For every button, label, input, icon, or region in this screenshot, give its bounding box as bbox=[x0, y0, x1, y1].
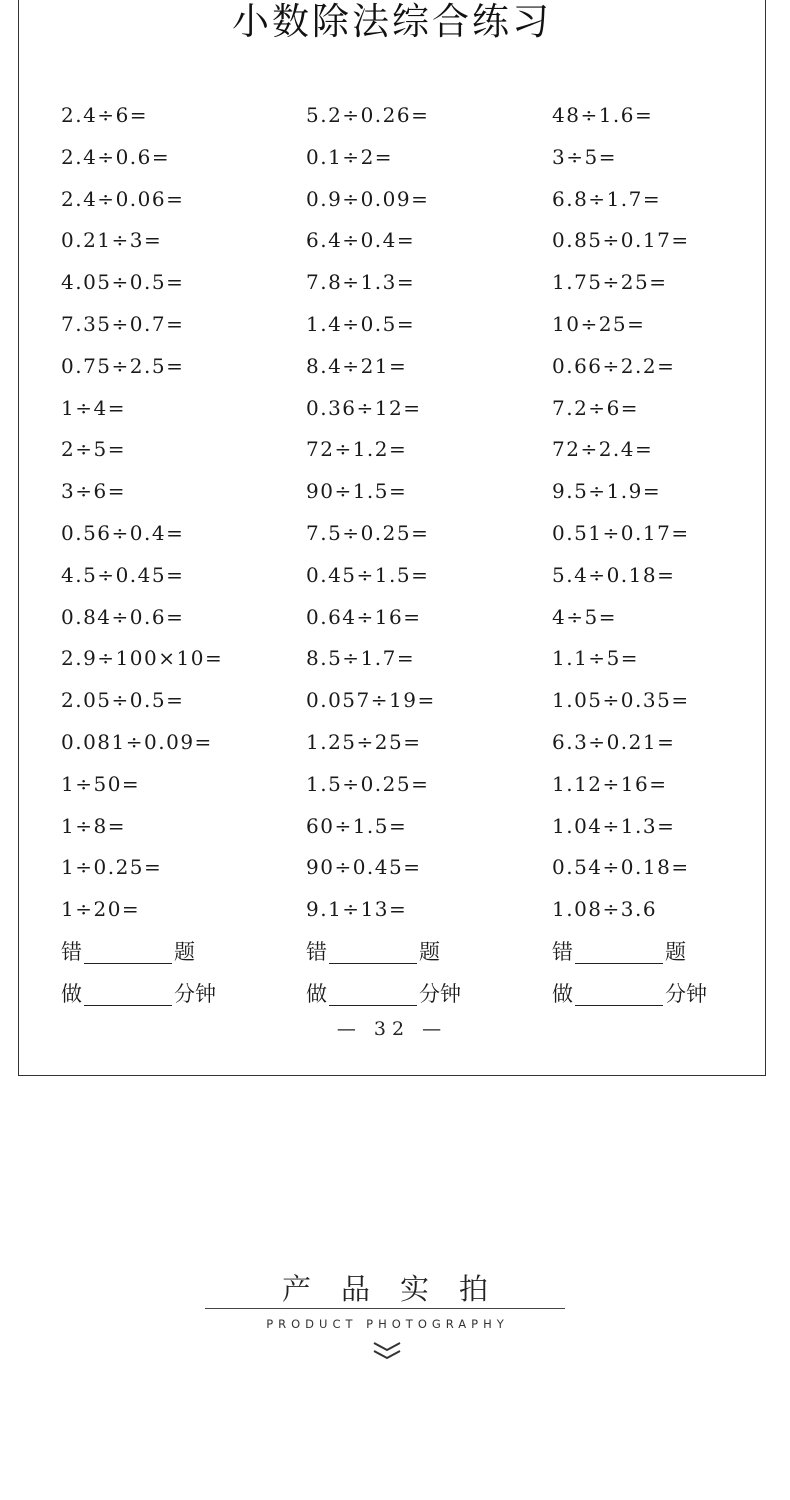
problem: 2.4÷0.06= bbox=[61, 186, 185, 211]
errors-blank[interactable] bbox=[575, 939, 663, 964]
problem: 1.5÷0.25= bbox=[306, 771, 430, 796]
errors-unit: 题 bbox=[665, 939, 686, 964]
problem: 9.1÷13= bbox=[306, 897, 408, 922]
worksheet-page bbox=[18, 0, 766, 1076]
problem: 0.45÷1.5= bbox=[306, 562, 430, 587]
problem: 0.85÷0.17= bbox=[552, 228, 690, 253]
problem: 6.8÷1.7= bbox=[552, 186, 662, 211]
time-unit: 分钟 bbox=[665, 981, 707, 1006]
errors-label: 错 bbox=[552, 939, 573, 964]
problem: 48÷1.6= bbox=[552, 103, 654, 127]
problem: 1.05÷0.35= bbox=[552, 688, 690, 713]
problem: 0.9÷0.09= bbox=[306, 186, 430, 211]
time-blank[interactable] bbox=[575, 981, 663, 1006]
problem: 90÷0.45= bbox=[306, 855, 422, 880]
problem: 10÷25= bbox=[552, 311, 646, 336]
problem: 3÷5= bbox=[552, 144, 617, 169]
problem: 1÷8= bbox=[61, 813, 126, 838]
problem: 3÷6= bbox=[61, 479, 126, 504]
problem: 0.51÷0.17= bbox=[552, 520, 690, 545]
errors-blank[interactable] bbox=[84, 939, 172, 964]
problem: 7.5÷0.25= bbox=[306, 520, 430, 545]
problem: 1.25÷25= bbox=[306, 729, 422, 754]
errors-blank[interactable] bbox=[329, 939, 417, 964]
problem-column-3 bbox=[552, 95, 707, 1015]
product-photography-subheading: PRODUCT PHOTOGRAPHY bbox=[266, 1317, 509, 1331]
problem: 8.5÷1.7= bbox=[306, 646, 416, 671]
problem: 4÷5= bbox=[552, 604, 617, 629]
problem: 6.4÷0.4= bbox=[306, 228, 416, 253]
time-blank[interactable] bbox=[329, 981, 417, 1006]
problem: 4.5÷0.45= bbox=[61, 562, 185, 587]
problem: 60÷1.5= bbox=[306, 813, 408, 838]
problem: 6.3÷0.21= bbox=[552, 729, 676, 754]
errors-count-line bbox=[552, 931, 707, 973]
time-spent-line bbox=[306, 973, 461, 1015]
errors-unit: 题 bbox=[174, 939, 195, 964]
problem-column-2 bbox=[306, 95, 461, 1015]
problem: 8.4÷21= bbox=[306, 353, 408, 378]
product-photography-heading: 产品实拍 bbox=[281, 1272, 518, 1306]
problem: 72÷2.4= bbox=[552, 437, 654, 462]
errors-label: 错 bbox=[61, 939, 82, 964]
problem: 2.4÷0.6= bbox=[61, 144, 171, 169]
time-spent-line bbox=[61, 973, 223, 1015]
problem: 0.66÷2.2= bbox=[552, 353, 676, 378]
problem: 0.56÷0.4= bbox=[61, 520, 185, 545]
problem: 1÷4= bbox=[61, 395, 126, 420]
problem: 7.8÷1.3= bbox=[306, 270, 416, 295]
problem: 9.5÷1.9= bbox=[552, 479, 662, 504]
time-label: 做 bbox=[61, 981, 82, 1006]
worksheet-title: 小数除法综合练习 bbox=[232, 0, 552, 43]
page-number: — 32 — bbox=[336, 1018, 448, 1040]
problem: 2÷5= bbox=[61, 437, 126, 462]
errors-count-line bbox=[306, 931, 461, 973]
problem: 4.05÷0.5= bbox=[61, 270, 185, 295]
problem: 90÷1.5= bbox=[306, 479, 408, 504]
problem: 0.84÷0.6= bbox=[61, 604, 185, 629]
problem: 7.2÷6= bbox=[552, 395, 640, 420]
double-chevron-down-icon bbox=[371, 1340, 403, 1362]
problem: 7.35÷0.7= bbox=[61, 311, 185, 336]
problem: 1.12÷16= bbox=[552, 771, 668, 796]
problem: 0.54÷0.18= bbox=[552, 855, 690, 880]
problem: 0.057÷19= bbox=[306, 688, 436, 713]
errors-label: 错 bbox=[306, 939, 327, 964]
problem: 2.4÷6= bbox=[61, 103, 149, 127]
problem: 1.08÷3.6 bbox=[552, 897, 658, 922]
problem-column-1 bbox=[61, 95, 223, 1015]
time-label: 做 bbox=[306, 981, 327, 1006]
problem: 1÷0.25= bbox=[61, 855, 163, 880]
errors-count-line bbox=[61, 931, 223, 973]
problem: 1.04÷1.3= bbox=[552, 813, 676, 838]
problem: 0.75÷2.5= bbox=[61, 353, 185, 378]
problem: 0.21÷3= bbox=[61, 228, 163, 253]
problem: 2.05÷0.5= bbox=[61, 688, 185, 713]
problem: 1÷50= bbox=[61, 771, 141, 796]
errors-unit: 题 bbox=[419, 939, 440, 964]
time-unit: 分钟 bbox=[174, 981, 216, 1006]
problem: 5.4÷0.18= bbox=[552, 562, 676, 587]
problem: 0.081÷0.09= bbox=[61, 729, 213, 754]
heading-divider bbox=[205, 1308, 565, 1309]
problem: 0.36÷12= bbox=[306, 395, 422, 420]
problem: 1.1÷5= bbox=[552, 646, 640, 671]
problem: 5.2÷0.26= bbox=[306, 103, 430, 127]
problem: 0.64÷16= bbox=[306, 604, 422, 629]
time-label: 做 bbox=[552, 981, 573, 1006]
time-unit: 分钟 bbox=[419, 981, 461, 1006]
problem: 0.1÷2= bbox=[306, 144, 394, 169]
time-spent-line bbox=[552, 973, 707, 1015]
problem: 1÷20= bbox=[61, 897, 141, 922]
problem: 1.4÷0.5= bbox=[306, 311, 416, 336]
time-blank[interactable] bbox=[84, 981, 172, 1006]
problem: 72÷1.2= bbox=[306, 437, 408, 462]
problem: 2.9÷100×10= bbox=[61, 646, 224, 671]
problem: 1.75÷25= bbox=[552, 270, 668, 295]
